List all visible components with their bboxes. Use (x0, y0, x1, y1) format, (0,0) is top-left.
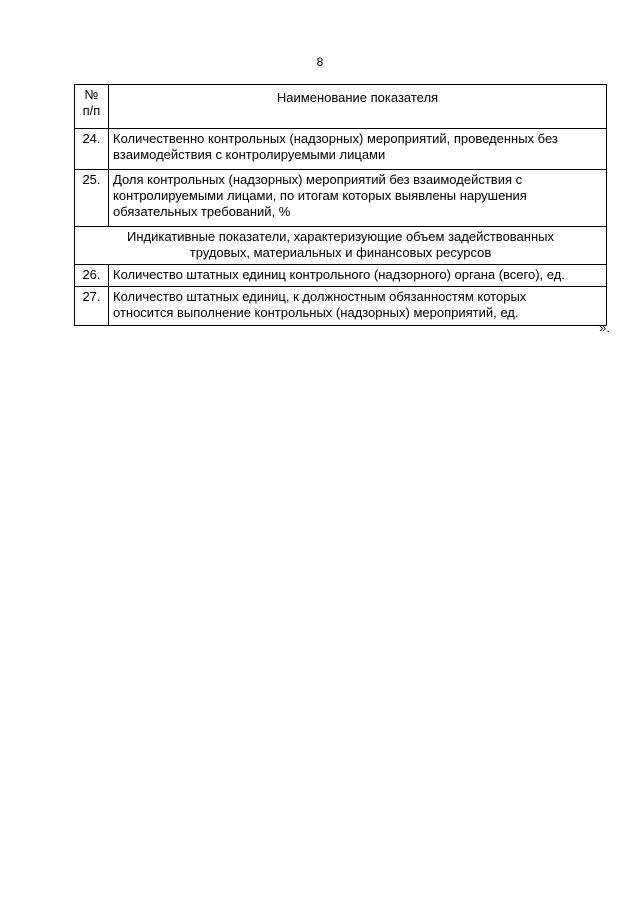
header-name-text: Наименование показателя (276, 90, 439, 105)
row-text-line: взаимодействия с контролируемыми лицами (113, 147, 386, 162)
section-heading-line: трудовых, материальных и финансовых ресурсов (189, 245, 492, 260)
table-row (75, 129, 607, 170)
page-number: 8 (316, 55, 324, 69)
table-row (75, 170, 607, 227)
row-text-line: Доля контрольных (надзорных) мероприятий без взаимодействия с (113, 172, 523, 187)
row-text (109, 170, 607, 227)
row-text-line: Количественно контрольных (надзорных) мероприятий, проведенных без (113, 131, 558, 146)
header-number-cell (75, 85, 109, 129)
row-text-line: Количество штатных единиц контрольного (надзорного) органа (всего), ед. (113, 267, 565, 282)
row-number: 26. (75, 265, 109, 287)
header-name-cell (109, 85, 607, 129)
row-text (109, 129, 607, 170)
row-text-line: Количество штатных единиц, к должностным обязанностям которых (113, 289, 527, 304)
indicators-table (74, 84, 607, 326)
row-number: 27. (75, 287, 109, 326)
row-text-line: относится выполнение контрольных (надзорных) мероприятий, ед. (113, 305, 519, 320)
header-number-symbol: № (84, 87, 99, 102)
section-heading-line: Индикативные показатели, характеризующие объем задействованных (126, 229, 554, 244)
table-row (75, 265, 607, 287)
row-text-line: обязательных требований, % (113, 204, 291, 219)
closing-quote-mark: ». (599, 320, 610, 335)
row-text (109, 287, 607, 326)
row-text (109, 265, 607, 287)
section-heading (75, 227, 607, 265)
section-row (75, 227, 607, 265)
row-number: 24. (75, 129, 109, 170)
row-text-line: контролируемыми лицами, по итогам которых выявлены нарушения (113, 188, 527, 203)
header-number-abbrev: п/п (82, 103, 101, 118)
table-header-row (75, 85, 607, 129)
row-number: 25. (75, 170, 109, 227)
table-row (75, 287, 607, 326)
